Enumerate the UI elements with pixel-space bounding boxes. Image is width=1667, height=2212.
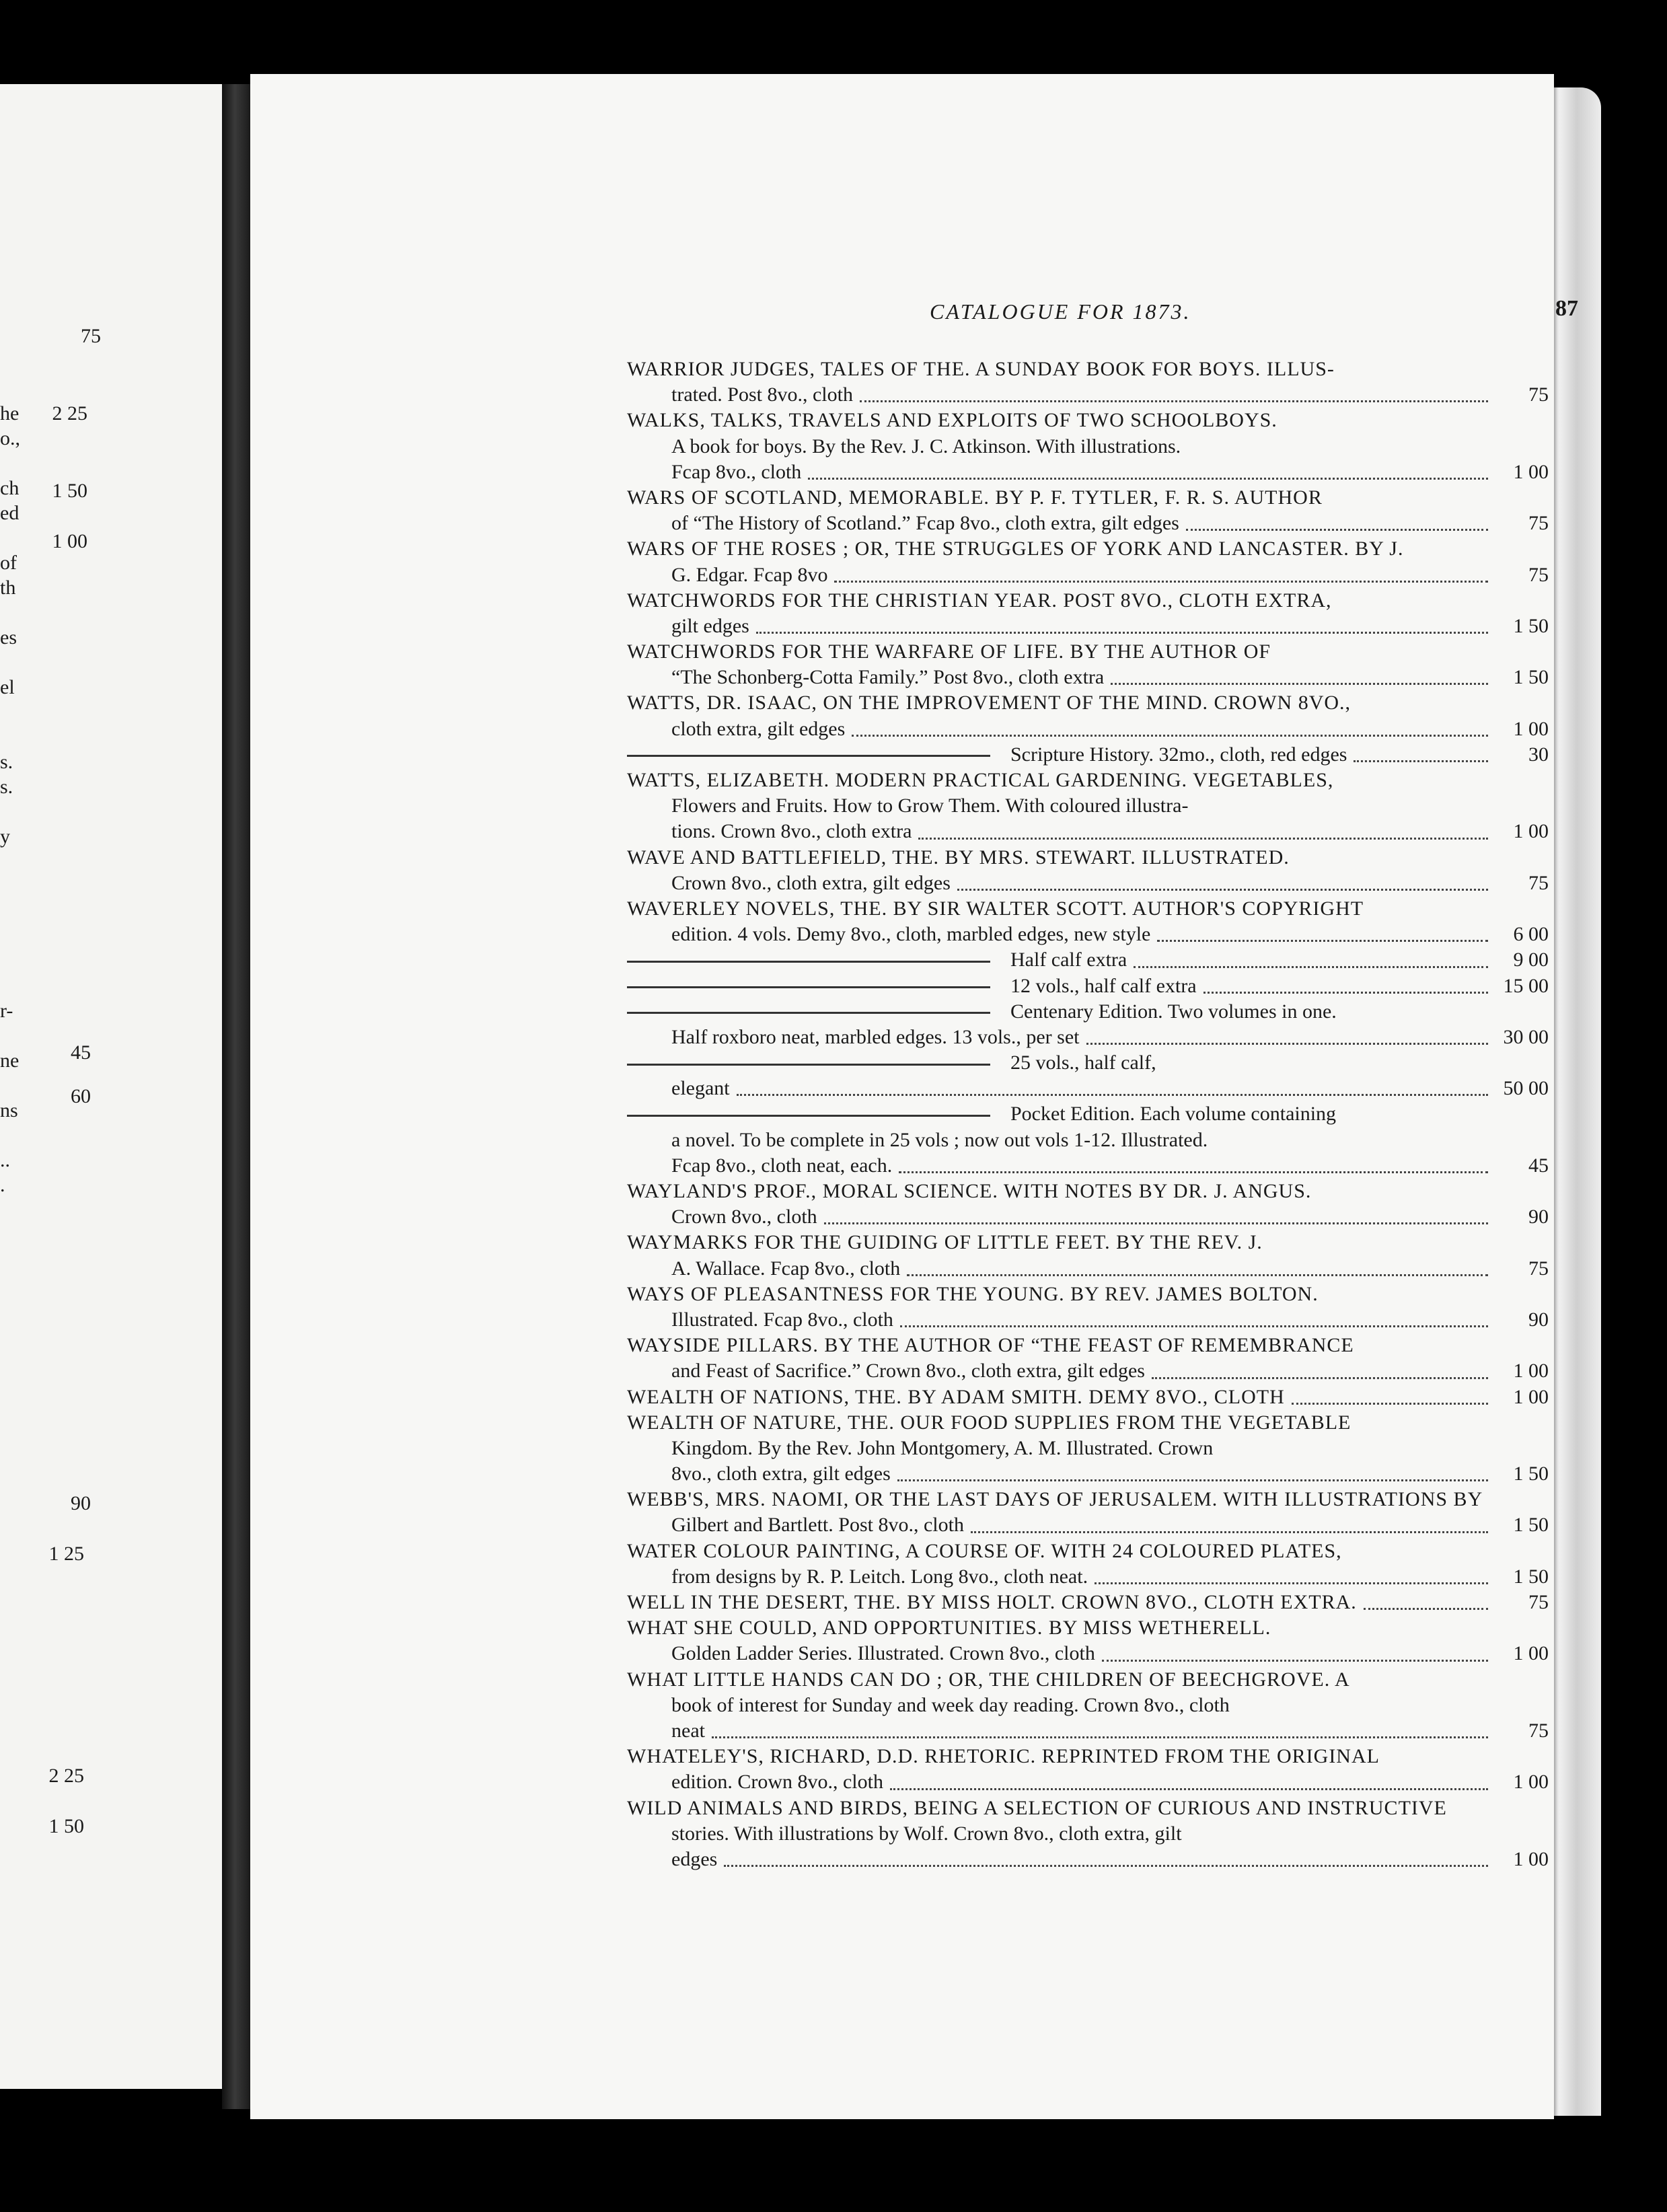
- left-page-fragment: th: [0, 577, 16, 599]
- left-page-price: 2 25: [48, 1765, 84, 1787]
- entry-text: “The Schonberg-Cotta Family.” Post 8vo., cloth extra: [671, 666, 1105, 689]
- entry-price: 6 00: [1513, 923, 1549, 946]
- entry-line: [627, 562, 1549, 588]
- entry-text: Golden Ladder Series. Illustrated. Crown 8vo., cloth: [671, 1642, 1095, 1665]
- entry-text: Crown 8vo., cloth extra, gilt edges: [671, 871, 951, 894]
- left-page-fragment: o.,: [0, 427, 20, 449]
- leader-dots: [737, 1093, 1488, 1096]
- left-page-fragment: .: [0, 1174, 5, 1196]
- left-page-price: 1 00: [52, 530, 87, 552]
- entry-text: and Feast of Sacrifice.” Crown 8vo., cloth extra, gilt edges: [671, 1360, 1145, 1382]
- left-page-fragment: y: [0, 825, 10, 848]
- catalogue-entry: [627, 1667, 1549, 1744]
- entry-line: [627, 1487, 1549, 1512]
- entry-line: [627, 690, 1549, 716]
- entry-text: Half calf extra: [1010, 949, 1127, 971]
- left-page: [0, 84, 222, 2089]
- catalogue-entry: [627, 639, 1549, 690]
- entry-text: from designs by R. P. Leitch. Long 8vo., cloth neat.: [671, 1565, 1088, 1588]
- left-page-price: 90: [71, 1492, 91, 1514]
- running-title: CATALOGUE FOR 1873.: [930, 299, 1191, 324]
- entry-price: 1 50: [1513, 666, 1549, 689]
- leader-dots: [1152, 1376, 1488, 1379]
- left-page-fragment: s.: [0, 776, 13, 798]
- leader-dots: [824, 1221, 1488, 1224]
- entry-line: [627, 896, 1549, 922]
- entry-text: stories. With illustrations by Wolf. Crown 8vo., cloth extra, gilt: [671, 1822, 1182, 1845]
- catalogue-entry: [627, 1230, 1549, 1281]
- entry-price: 75: [1528, 512, 1549, 535]
- entry-text: Scripture History. 32mo., cloth, red edges: [1010, 743, 1347, 766]
- ditto-rule: [627, 755, 990, 757]
- leader-dots: [957, 887, 1488, 891]
- entry-line: [627, 1385, 1549, 1410]
- entry-text: 12 vols., half calf extra: [1010, 974, 1197, 997]
- entry-text: Pocket Edition. Each volume containing: [1010, 1103, 1337, 1126]
- entry-text: Fcap 8vo., cloth: [671, 460, 802, 483]
- catalogue-entry: [627, 973, 1549, 999]
- entry-price: 1 00: [1513, 1385, 1549, 1408]
- catalogue-entry: [627, 1796, 1549, 1873]
- entry-text: Kingdom. By the Rev. John Montgomery, A. M. Illustrated. Crown: [671, 1436, 1214, 1459]
- entry-text: edition. Crown 8vo., cloth: [671, 1771, 883, 1794]
- entry-price: 1 00: [1513, 820, 1549, 843]
- entry-line: [627, 1025, 1549, 1050]
- leader-dots: [1354, 759, 1488, 762]
- entry-price: 30 00: [1503, 1025, 1549, 1048]
- catalogue-entry: [627, 690, 1549, 741]
- leader-dots: [890, 1787, 1488, 1790]
- entry-text: elegant: [671, 1077, 730, 1100]
- entry-text: WARRIOR JUDGES, TALES OF THE. A SUNDAY BOOK FOR BOYS. ILLUS-: [627, 358, 1335, 380]
- entry-text: edges: [671, 1847, 718, 1870]
- entry-price: 75: [1528, 1719, 1549, 1742]
- entry-line: [627, 845, 1549, 871]
- catalogue-entry: [627, 1101, 1549, 1179]
- entry-line: [627, 1796, 1549, 1821]
- catalogue-entry: [627, 896, 1549, 947]
- left-page-fragment: el: [0, 676, 15, 698]
- leader-dots: [724, 1864, 1488, 1867]
- leader-dots: [852, 733, 1488, 737]
- entry-text: 8vo., cloth extra, gilt edges: [671, 1463, 891, 1485]
- left-page-fragment: ch: [0, 477, 20, 499]
- leader-dots: [808, 476, 1488, 480]
- leader-dots: [1111, 681, 1488, 685]
- entry-text: 25 vols., half calf,: [1010, 1052, 1156, 1074]
- entry-text: WELL IN THE DESERT, THE. BY MISS HOLT. CROWN 8VO., CLOTH EXTRA.: [627, 1591, 1357, 1613]
- entry-price: 1 50: [1513, 1463, 1549, 1485]
- entry-price: 15 00: [1503, 974, 1549, 997]
- entry-line: [627, 588, 1549, 614]
- catalogue-entry: [627, 947, 1549, 973]
- leader-dots: [1086, 1041, 1489, 1045]
- left-page-fragment: of: [0, 552, 17, 574]
- entry-line: [627, 1410, 1549, 1436]
- left-page-price: 1 25: [48, 1543, 84, 1565]
- leader-dots: [712, 1735, 1488, 1738]
- entry-line: [627, 382, 1549, 408]
- entry-text: Gilbert and Bartlett. Post 8vo., cloth: [671, 1514, 964, 1537]
- left-page-price: 1 50: [48, 1815, 84, 1837]
- entry-text: WAVE AND BATTLEFIELD, THE. BY MRS. STEWART. ILLUSTRATED.: [627, 846, 1290, 869]
- entry-text: WAYMARKS FOR THE GUIDING OF LITTLE FEET. BY THE REV. J.: [627, 1231, 1263, 1254]
- entry-line: [627, 1282, 1549, 1307]
- entry-line: [627, 1847, 1549, 1872]
- entry-line: [627, 1256, 1549, 1282]
- entry-text: WATTS, ELIZABETH. MODERN PRACTICAL GARDENING. VEGETABLES,: [627, 769, 1334, 791]
- catalogue-entry: [627, 1179, 1549, 1230]
- leader-dots: [900, 1324, 1488, 1327]
- catalogue-entry: [627, 1385, 1549, 1410]
- catalogue-entry: [627, 588, 1549, 639]
- entry-line: [627, 1050, 1549, 1076]
- entry-text: trated. Post 8vo., cloth: [671, 383, 853, 406]
- entry-text: WHAT LITTLE HANDS CAN DO ; OR, THE CHILDREN OF BEECHGROVE. A: [627, 1668, 1350, 1691]
- entry-price: 30: [1528, 743, 1549, 766]
- catalogue-entry: [627, 357, 1549, 408]
- catalogue-entry: [627, 999, 1549, 1050]
- entry-text: WARS OF SCOTLAND, MEMORABLE. BY P. F. TYTLER, F. R. S. AUTHOR: [627, 486, 1323, 509]
- entry-price: 1 00: [1513, 1360, 1549, 1382]
- entry-price: 75: [1528, 1257, 1549, 1280]
- entry-text: WATCHWORDS FOR THE CHRISTIAN YEAR. POST 8VO., CLOTH EXTRA,: [627, 589, 1332, 612]
- entry-text: WATCHWORDS FOR THE WARFARE OF LIFE. BY THE AUTHOR OF: [627, 640, 1271, 663]
- entry-line: [627, 485, 1549, 511]
- page-number: 87: [1555, 296, 1578, 321]
- ditto-rule: [627, 961, 990, 963]
- entry-line: [627, 1769, 1549, 1795]
- entry-line: [627, 1718, 1549, 1744]
- left-page-price: 1 50: [52, 480, 87, 502]
- entry-line: [627, 973, 1549, 999]
- entry-price: 45: [1528, 1154, 1549, 1177]
- catalogue-entry: [627, 1615, 1549, 1666]
- entry-line: [627, 999, 1549, 1025]
- left-page-fragment: es: [0, 626, 17, 649]
- catalogue-entry: [627, 845, 1549, 896]
- catalogue-entry: [627, 1282, 1549, 1333]
- entry-line: [627, 716, 1549, 742]
- left-page-fragment: he: [0, 402, 20, 425]
- entry-text: a novel. To be complete in 25 vols ; now out vols 1-12. Illustrated.: [671, 1128, 1208, 1151]
- entry-text: A book for boys. By the Rev. J. C. Atkinson. With illustrations.: [671, 435, 1181, 457]
- entry-line: [627, 1128, 1549, 1153]
- entry-text: WAYSIDE PILLARS. BY THE AUTHOR OF “THE FEAST OF REMEMBRANCE: [627, 1334, 1354, 1357]
- left-page-price: 45: [71, 1041, 91, 1064]
- catalogue-entry: [627, 1050, 1549, 1101]
- entry-price: 9 00: [1513, 949, 1549, 971]
- left-page-fragment: s.: [0, 751, 13, 773]
- left-page-fragment: r-: [0, 1000, 13, 1022]
- entry-text: WARS OF THE ROSES ; OR, THE STRUGGLES OF YORK AND LANCASTER. BY J.: [627, 538, 1404, 560]
- leader-dots: [1203, 990, 1488, 994]
- entry-line: [627, 536, 1549, 562]
- entry-text: book of interest for Sunday and week day reading. Crown 8vo., cloth: [671, 1693, 1230, 1716]
- leader-dots: [918, 836, 1488, 840]
- leader-dots: [1292, 1401, 1488, 1405]
- entry-price: 1 50: [1513, 1514, 1549, 1537]
- left-page-price: 60: [71, 1085, 91, 1107]
- leader-dots: [1157, 938, 1488, 942]
- leader-dots: [1364, 1607, 1488, 1610]
- entry-text: neat: [671, 1719, 705, 1742]
- entry-text: Centenary Edition. Two volumes in one.: [1010, 1000, 1337, 1023]
- entry-price: 1 50: [1513, 614, 1549, 637]
- entry-text: WATTS, DR. ISAAC, ON THE IMPROVEMENT OF THE MIND. CROWN 8VO.,: [627, 692, 1351, 714]
- entry-price: 75: [1528, 1591, 1549, 1613]
- entry-line: [627, 511, 1549, 536]
- catalogue-list: [627, 357, 1549, 1872]
- catalogue-entry: [627, 1487, 1549, 1538]
- catalogue-entry: [627, 1590, 1549, 1615]
- entry-line: [627, 793, 1549, 819]
- entry-line: [627, 1153, 1549, 1179]
- entry-text: WATER COLOUR PAINTING, A COURSE OF. WITH 24 COLOURED PLATES,: [627, 1539, 1342, 1562]
- entry-text: WEALTH OF NATURE, THE. OUR FOOD SUPPLIES FROM THE VEGETABLE: [627, 1411, 1351, 1434]
- entry-text: WHATELEY'S, RICHARD, D.D. RHETORIC. REPRINTED FROM THE ORIGINAL: [627, 1745, 1380, 1768]
- entry-price: 90: [1528, 1206, 1549, 1228]
- entry-line: [627, 819, 1549, 844]
- entry-text: WEBB'S, MRS. NAOMI, OR THE LAST DAYS OF JERUSALEM. WITH ILLUSTRATIONS BY: [627, 1488, 1483, 1511]
- entry-line: [627, 357, 1549, 382]
- catalogue-entry: [627, 1744, 1549, 1795]
- entry-line: [627, 768, 1549, 793]
- entry-price: 1 00: [1513, 460, 1549, 483]
- entry-text: WALKS, TALKS, TRAVELS AND EXPLOITS OF TWO SCHOOLBOYS.: [627, 409, 1277, 432]
- entry-line: [627, 1230, 1549, 1255]
- catalogue-entry: [627, 485, 1549, 536]
- leader-dots: [834, 579, 1488, 583]
- entry-line: [627, 1436, 1549, 1461]
- catalogue-entry: [627, 1539, 1549, 1590]
- entry-line: [627, 1204, 1549, 1230]
- entry-price: 1 00: [1513, 717, 1549, 740]
- entry-text: Crown 8vo., cloth: [671, 1206, 817, 1228]
- entry-line: [627, 1693, 1549, 1718]
- entry-line: [627, 1358, 1549, 1384]
- entry-line: [627, 1307, 1549, 1333]
- entry-line: [627, 1744, 1549, 1769]
- leader-dots: [897, 1478, 1488, 1481]
- leader-dots: [1134, 965, 1488, 968]
- entry-price: 75: [1528, 871, 1549, 894]
- entry-line: [627, 1333, 1549, 1358]
- entry-text: cloth extra, gilt edges: [671, 717, 846, 740]
- ditto-rule: [627, 1115, 990, 1117]
- entry-line: [627, 434, 1549, 459]
- entry-line: [627, 1179, 1549, 1204]
- entry-price: 75: [1528, 383, 1549, 406]
- left-page-fragment: ns: [0, 1099, 18, 1121]
- entry-text: edition. 4 vols. Demy 8vo., cloth, marbled edges, new style: [671, 923, 1151, 946]
- leader-dots: [1095, 1581, 1488, 1584]
- entry-line: [627, 1539, 1549, 1564]
- entry-line: [627, 742, 1549, 768]
- entry-text: tions. Crown 8vo., cloth extra: [671, 820, 912, 843]
- catalogue-entry: [627, 742, 1549, 768]
- entry-price: 90: [1528, 1308, 1549, 1331]
- entry-text: WAYLAND'S PROF., MORAL SCIENCE. WITH NOTES BY DR. J. ANGUS.: [627, 1180, 1312, 1202]
- entry-text: WEALTH OF NATIONS, THE. BY ADAM SMITH. DEMY 8VO., CLOTH: [627, 1385, 1285, 1408]
- ditto-rule: [627, 1012, 990, 1014]
- leader-dots: [756, 630, 1488, 634]
- entry-line: [627, 1564, 1549, 1590]
- entry-line: [627, 1641, 1549, 1666]
- catalogue-entry: [627, 1333, 1549, 1384]
- leader-dots: [860, 399, 1488, 402]
- left-page-price: 75: [81, 325, 101, 347]
- entry-line: [627, 459, 1549, 485]
- catalogue-entry: [627, 536, 1549, 587]
- left-page-fragment: ..: [0, 1149, 10, 1171]
- entry-line: [627, 871, 1549, 896]
- entry-text: gilt edges: [671, 614, 749, 637]
- entry-line: [627, 922, 1549, 947]
- entry-line: [627, 1821, 1549, 1847]
- left-page-fragment: ne: [0, 1049, 20, 1072]
- entry-text: WHAT SHE COULD, AND OPPORTUNITIES. BY MISS WETHERELL.: [627, 1617, 1271, 1639]
- entry-text: of “The History of Scotland.” Fcap 8vo., cloth extra, gilt edges: [671, 512, 1179, 535]
- entry-price: 1 50: [1513, 1565, 1549, 1588]
- entry-line: [627, 408, 1549, 433]
- leader-dots: [899, 1170, 1488, 1173]
- entry-price: 50 00: [1503, 1077, 1549, 1100]
- entry-price: 75: [1528, 563, 1549, 586]
- entry-text: WILD ANIMALS AND BIRDS, BEING A SELECTION OF CURIOUS AND INSTRUCTIVE: [627, 1796, 1447, 1819]
- entry-text: WAVERLEY NOVELS, THE. BY SIR WALTER SCOTT. AUTHOR'S COPYRIGHT: [627, 897, 1364, 920]
- entry-line: [627, 1101, 1549, 1127]
- entry-line: [627, 947, 1549, 973]
- entry-text: WAYS OF PLEASANTNESS FOR THE YOUNG. BY REV. JAMES BOLTON.: [627, 1282, 1319, 1305]
- catalogue-entry: [627, 408, 1549, 485]
- ditto-rule: [627, 986, 990, 988]
- entry-line: [627, 1667, 1549, 1693]
- entry-text: Fcap 8vo., cloth neat, each.: [671, 1154, 893, 1177]
- right-page: [250, 74, 1578, 2119]
- entry-line: [627, 614, 1549, 639]
- entry-line: [627, 1590, 1549, 1615]
- entry-line: [627, 1512, 1549, 1538]
- leader-dots: [971, 1530, 1488, 1533]
- catalogue-entry: [627, 1410, 1549, 1487]
- leader-dots: [1186, 527, 1488, 531]
- entry-text: Illustrated. Fcap 8vo., cloth: [671, 1308, 893, 1331]
- entry-text: A. Wallace. Fcap 8vo., cloth: [671, 1257, 901, 1280]
- catalogue-entry: [627, 768, 1549, 845]
- ditto-rule: [627, 1064, 990, 1066]
- entry-line: [627, 1076, 1549, 1101]
- entry-price: 1 00: [1513, 1771, 1549, 1794]
- entry-line: [627, 665, 1549, 690]
- entry-line: [627, 639, 1549, 665]
- leader-dots: [1102, 1658, 1488, 1662]
- entry-text: Flowers and Fruits. How to Grow Them. With coloured illustra-: [671, 795, 1189, 817]
- entry-price: 1 00: [1513, 1847, 1549, 1870]
- entry-price: 1 00: [1513, 1642, 1549, 1665]
- leader-dots: [907, 1273, 1488, 1276]
- entry-line: [627, 1615, 1549, 1641]
- entry-text: Half roxboro neat, marbled edges. 13 vols., per set: [671, 1025, 1080, 1048]
- entry-text: G. Edgar. Fcap 8vo: [671, 563, 828, 586]
- book-gutter: [222, 84, 250, 2109]
- left-page-fragment: ed: [0, 502, 20, 524]
- entry-line: [627, 1461, 1549, 1487]
- left-page-price: 2 25: [52, 402, 87, 425]
